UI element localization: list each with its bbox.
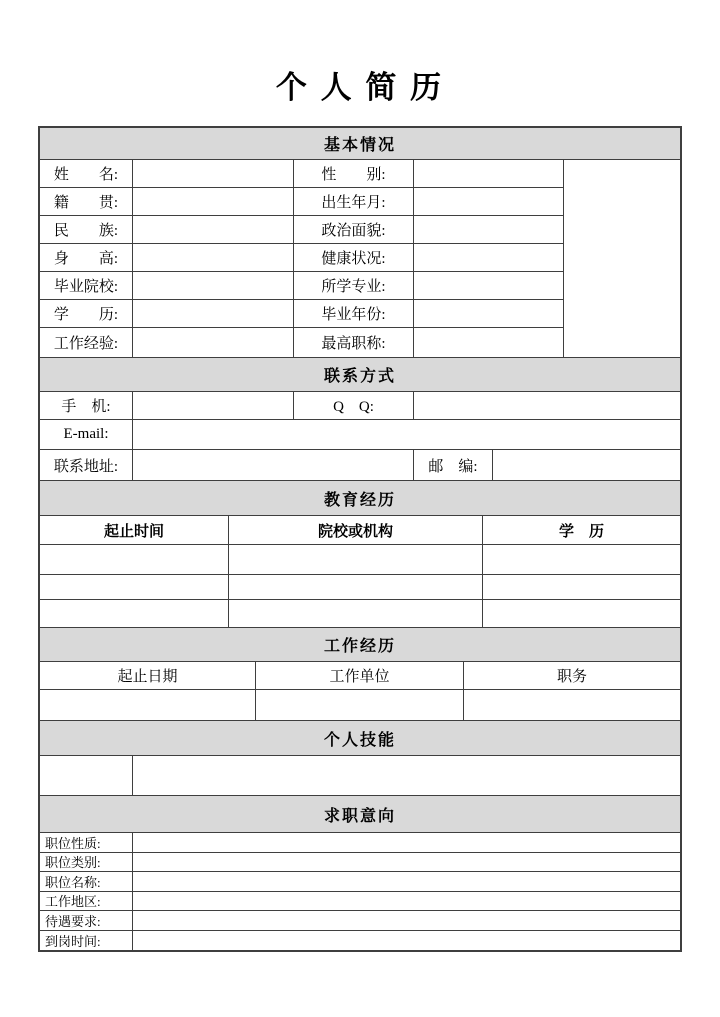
intention-row	[40, 931, 680, 951]
education-header-row	[40, 516, 680, 545]
basic-row	[40, 160, 563, 188]
education-period-input[interactable]	[40, 575, 229, 599]
graduation-year-input[interactable]	[414, 300, 563, 327]
section-header-contact: 联系方式	[40, 358, 680, 392]
school-label: 毕业院校:	[40, 272, 133, 299]
section-header-basic-info: 基本情况	[40, 128, 680, 160]
name-label: 姓 名:	[40, 160, 133, 187]
birth-date-input[interactable]	[414, 188, 563, 215]
work-employer-input[interactable]	[256, 690, 464, 720]
section-header-work: 工作经历	[40, 628, 680, 662]
intention-row	[40, 892, 680, 912]
address-input[interactable]	[133, 450, 414, 480]
political-status-label: 政治面貌:	[294, 216, 414, 243]
major-input[interactable]	[414, 272, 563, 299]
mobile-input[interactable]	[133, 392, 294, 419]
education-degree-input[interactable]	[483, 600, 680, 627]
basic-info-body	[40, 160, 680, 358]
intention-row	[40, 853, 680, 873]
work-col-position: 职务	[556, 669, 587, 685]
education-period-input[interactable]	[40, 600, 229, 627]
education-col-school: 院校或机构	[229, 516, 483, 544]
health-label: 健康状况:	[294, 244, 414, 271]
start-date-input[interactable]	[133, 931, 680, 951]
highest-title-label: 最高职称:	[294, 328, 414, 357]
contact-row-mobile	[40, 392, 680, 420]
gender-input[interactable]	[414, 160, 563, 187]
position-name-label: 职位名称:	[40, 872, 133, 891]
education-row	[40, 575, 680, 600]
basic-row	[40, 328, 563, 357]
mobile-label: 手 机:	[40, 392, 133, 419]
qq-input[interactable]	[414, 392, 680, 419]
health-input[interactable]	[414, 244, 563, 271]
basic-row	[40, 272, 563, 300]
postcode-input[interactable]	[493, 450, 680, 480]
skills-category-input[interactable]	[40, 756, 133, 795]
resume-table	[38, 126, 682, 952]
education-school-input[interactable]	[229, 545, 483, 574]
intention-row	[40, 872, 680, 892]
salary-requirement-label: 待遇要求:	[40, 911, 133, 930]
work-position-input[interactable]	[464, 690, 680, 720]
section-header-skills: 个人技能	[40, 721, 680, 756]
native-place-input[interactable]	[133, 188, 294, 215]
position-category-input[interactable]	[133, 853, 680, 872]
highest-title-input[interactable]	[414, 328, 563, 357]
section-header-intention: 求职意向	[40, 796, 680, 833]
work-col-employer: 工作单位	[256, 662, 464, 689]
work-col-period: 起止日期	[40, 662, 256, 689]
work-region-input[interactable]	[133, 892, 680, 911]
birth-date-label: 出生年月:	[294, 188, 414, 215]
education-row	[40, 600, 680, 628]
skills-detail-input[interactable]	[133, 756, 680, 795]
education-row	[40, 545, 680, 575]
degree-input[interactable]	[133, 300, 294, 327]
postcode-label: 邮 编:	[414, 450, 493, 480]
skills-row	[40, 756, 680, 796]
start-date-label: 到岗时间:	[40, 931, 133, 951]
ethnicity-label: 民 族:	[40, 216, 133, 243]
height-label: 身 高:	[40, 244, 133, 271]
work-region-label: 工作地区:	[40, 892, 133, 911]
basic-info-grid	[40, 160, 563, 357]
ethnicity-input[interactable]	[133, 216, 294, 243]
section-header-education: 教育经历	[40, 481, 680, 516]
school-input[interactable]	[133, 272, 294, 299]
work-row	[40, 690, 680, 721]
basic-row	[40, 216, 563, 244]
education-col-degree: 学 历	[558, 523, 604, 540]
work-header-row	[40, 662, 680, 690]
basic-row	[40, 300, 563, 328]
position-nature-label: 职位性质:	[40, 833, 133, 852]
height-input[interactable]	[133, 244, 294, 271]
intention-row	[40, 833, 680, 853]
education-col-period: 起止时间	[40, 516, 229, 544]
political-status-input[interactable]	[414, 216, 563, 243]
position-category-label: 职位类别:	[40, 853, 133, 872]
degree-label: 学 历:	[40, 300, 133, 327]
email-input[interactable]	[133, 420, 680, 449]
position-nature-input[interactable]	[133, 833, 680, 852]
page-title: 个 人 简 历	[275, 70, 445, 105]
native-place-label: 籍 贯:	[40, 188, 133, 215]
work-experience-input[interactable]	[133, 328, 294, 357]
intention-row	[40, 911, 680, 931]
major-label: 所学专业:	[294, 272, 414, 299]
work-period-input[interactable]	[40, 690, 256, 720]
education-school-input[interactable]	[229, 600, 483, 627]
qq-label: Q Q:	[294, 392, 414, 419]
gender-label: 性 别:	[294, 160, 414, 187]
contact-row-address	[40, 450, 680, 481]
education-degree-input[interactable]	[483, 545, 680, 574]
position-name-input[interactable]	[133, 872, 680, 891]
contact-row-email	[40, 420, 680, 450]
salary-requirement-input[interactable]	[133, 911, 680, 930]
education-degree-input[interactable]	[483, 575, 680, 599]
basic-row	[40, 244, 563, 272]
basic-row	[40, 188, 563, 216]
work-experience-label: 工作经验:	[40, 328, 133, 357]
education-school-input[interactable]	[229, 575, 483, 599]
name-input[interactable]	[133, 160, 294, 187]
email-label: E-mail:	[40, 420, 133, 449]
graduation-year-label: 毕业年份:	[294, 300, 414, 327]
photo-area[interactable]	[563, 160, 680, 357]
education-period-input[interactable]	[40, 545, 229, 574]
address-label: 联系地址:	[40, 450, 133, 480]
